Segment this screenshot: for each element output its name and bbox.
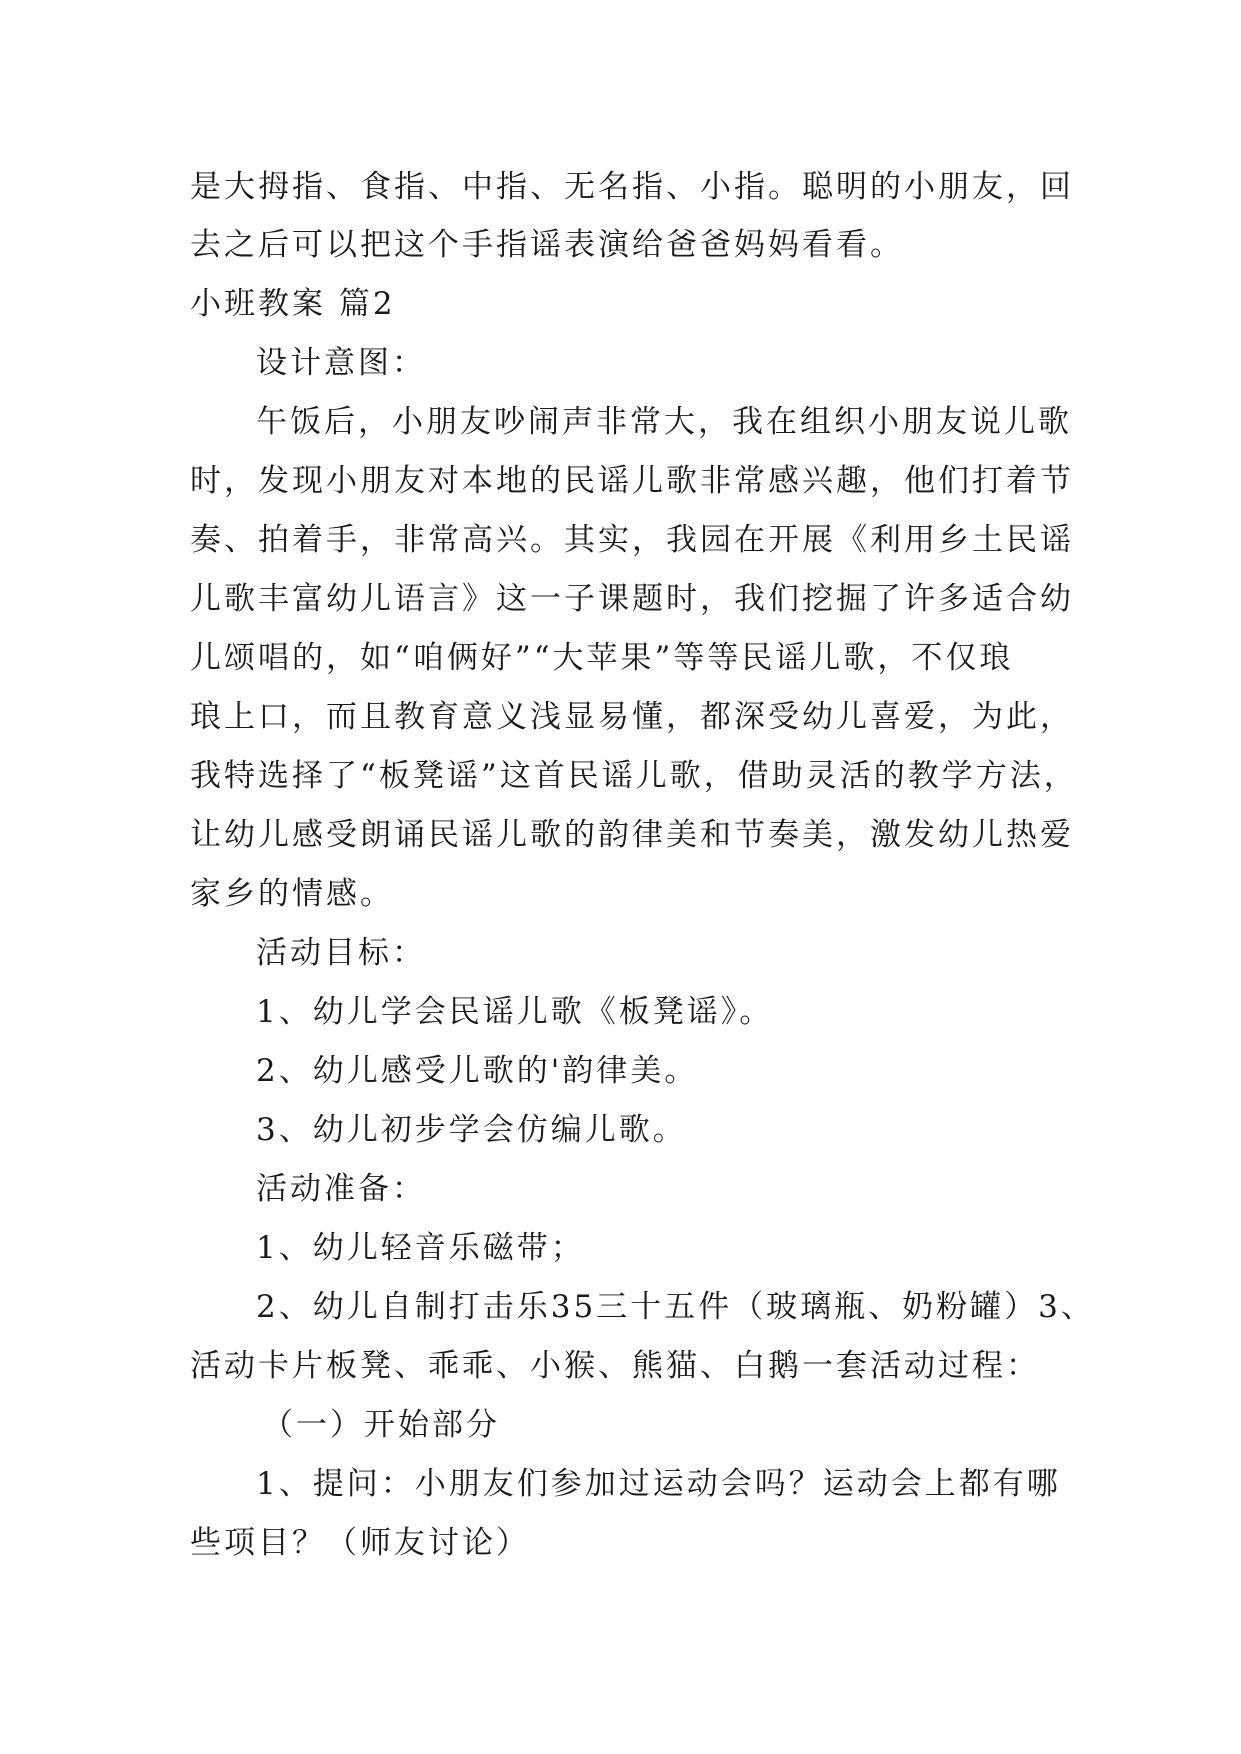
list-item: 1、幼儿轻音乐磁带；	[256, 1230, 585, 1266]
section-heading: 小班教案 篇2	[190, 286, 396, 322]
body-text-line: 琅上口，而且教育意义浅显易懂，都深受幼儿喜爱，为此，	[190, 699, 1074, 735]
body-text-line: 活动卡片板凳、乖乖、小猴、熊猫、白鹅一套活动过程：	[190, 1348, 1040, 1384]
list-item: 2、幼儿感受儿歌的'韵律美。	[256, 1053, 699, 1089]
subheading-activity-goals: 活动目标：	[256, 935, 426, 971]
subheading-opening-part: （一）开始部分	[262, 1407, 500, 1443]
body-text-line: 是大拇指、食指、中指、无名指、小指。聪明的小朋友，回	[190, 169, 1074, 205]
body-text-line: 我特选择了“板凳谣”这首民谣儿歌，借助灵活的教学方法，	[190, 758, 1078, 794]
list-item: 2、幼儿自制打击乐35三十五件（玻璃瓶、奶粉罐）3、	[256, 1289, 1095, 1325]
body-text-line: 去之后可以把这个手指谣表演给爸爸妈妈看看。	[190, 227, 904, 263]
list-item: 3、幼儿初步学会仿编儿歌。	[256, 1112, 687, 1148]
body-text-line: 家乡的情感。	[190, 876, 394, 912]
body-text-line: 儿歌丰富幼儿语言》这一子课题时，我们挖掘了许多适合幼	[190, 581, 1074, 617]
body-text-line: 奏、拍着手，非常高兴。其实，我园在开展《利用乡土民谣	[190, 522, 1074, 558]
list-item: 1、提问：小朋友们参加过运动会吗？运动会上都有哪	[256, 1466, 1061, 1502]
body-text-line: 儿颂唱的，如“咱俩好”“大苹果”等等民谣儿歌，不仅琅	[190, 640, 1014, 676]
subheading-design-intent: 设计意图：	[256, 345, 426, 381]
body-text-line: 让幼儿感受朗诵民谣儿歌的韵律美和节奏美，激发幼儿热爱	[190, 817, 1074, 853]
body-text-line: 些项目？（师友讨论）	[190, 1525, 530, 1561]
list-item: 1、幼儿学会民谣儿歌《板凳谣》。	[256, 994, 774, 1030]
body-text-line: 午饭后，小朋友吵闹声非常大，我在组织小朋友说儿歌	[256, 404, 1072, 440]
body-text-line: 时，发现小朋友对本地的民谣儿歌非常感兴趣，他们打着节	[190, 463, 1074, 499]
subheading-activity-preparation: 活动准备：	[256, 1171, 426, 1207]
